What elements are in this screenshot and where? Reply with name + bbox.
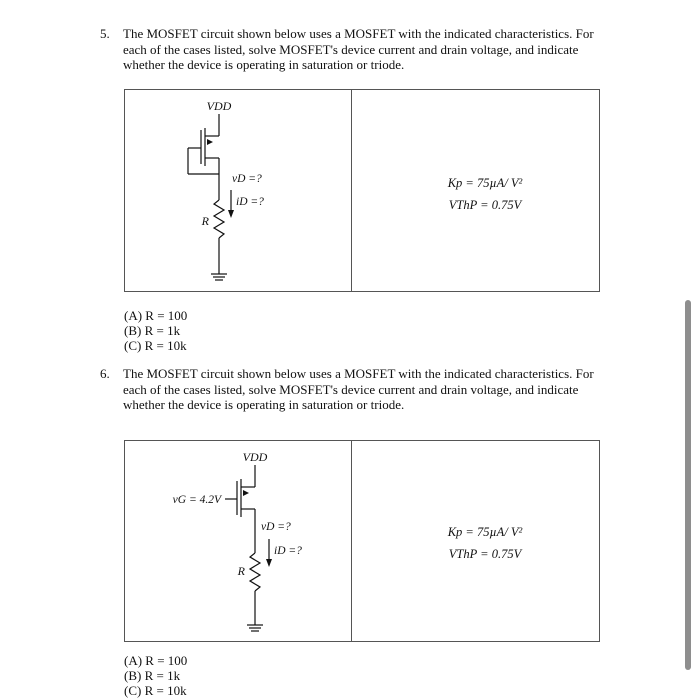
case-item: (C) R = 10k xyxy=(124,338,187,353)
problem-5 xyxy=(100,26,620,73)
case-item: (A) R = 100 xyxy=(124,308,188,323)
vthp-parameter: VThP = 0.75V xyxy=(448,547,522,561)
circuit-figure-5 xyxy=(124,89,600,292)
circuit-figure-6 xyxy=(124,440,600,642)
vd-label: vD =? xyxy=(261,521,291,533)
circuit-diagram xyxy=(125,441,351,643)
problem-statement: The MOSFET circuit shown below uses a MOSFET with the indicated characteristics. For each of the cases listed, solve MOSFET's device current and drain voltage, and indicate whether the device is operating in saturation or triode. xyxy=(123,26,594,72)
figure-divider xyxy=(351,90,352,291)
problem-number: 6. xyxy=(100,366,110,381)
vdd-label: VDD xyxy=(206,99,232,113)
cases-list-5 xyxy=(124,308,187,353)
circuit-diagram xyxy=(125,90,351,293)
case-item: (C) R = 10k xyxy=(124,683,187,698)
id-label: iD =? xyxy=(236,196,264,208)
figure-divider xyxy=(351,441,352,641)
mosfet-parameters xyxy=(425,172,545,216)
vd-label: vD =? xyxy=(232,173,262,185)
id-label: iD =? xyxy=(274,545,302,557)
problem-6 xyxy=(100,366,620,413)
vg-label: vG = 4.2V xyxy=(172,494,221,506)
problem-statement: The MOSFET circuit shown below uses a MOSFET with the indicated characteristics. For each of the cases listed, solve MOSFET's device current and drain voltage, and indicate whether the device is operating in saturation or triode. xyxy=(123,366,594,412)
vthp-parameter: VThP = 0.75V xyxy=(448,198,522,212)
cases-list-6 xyxy=(124,653,187,698)
mosfet-parameters xyxy=(425,521,545,565)
kp-parameter: Kp = 75µA/ V² xyxy=(447,176,523,190)
vertical-scrollbar[interactable] xyxy=(685,300,691,670)
problem-number: 5. xyxy=(100,26,110,41)
case-item: (A) R = 100 xyxy=(124,653,188,668)
kp-parameter: Kp = 75µA/ V² xyxy=(447,525,523,539)
case-item: (B) R = 1k xyxy=(124,323,181,338)
vdd-label: VDD xyxy=(242,450,268,464)
case-item: (B) R = 1k xyxy=(124,668,181,683)
resistor-label: R xyxy=(237,564,245,578)
resistor-label: R xyxy=(201,214,209,228)
